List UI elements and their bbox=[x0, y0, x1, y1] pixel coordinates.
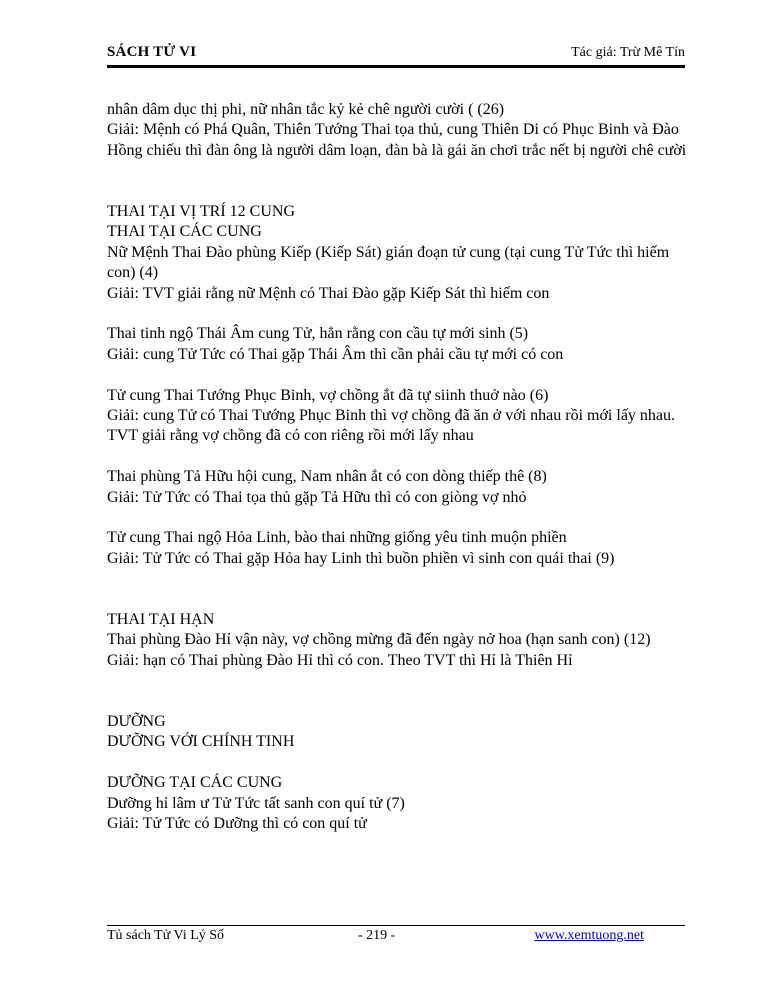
spacer bbox=[107, 508, 687, 528]
spacer bbox=[107, 447, 687, 467]
spacer bbox=[107, 569, 687, 610]
spacer bbox=[107, 671, 687, 712]
paragraph-explanation-5: Giải: cung Tử Tức có Thai gặp Thái Âm thì cần phải cầu tự mới có con bbox=[107, 345, 564, 363]
paragraph-verse-9: Tử cung Thai ngộ Hỏa Linh, bào thai những giống yêu tinh muộn phiền bbox=[107, 529, 567, 547]
spacer bbox=[107, 753, 687, 773]
paragraph-explanation-4: Giải: TVT giải rằng nữ Mệnh có Thai Đào gặp Kiếp Sát thì hiếm con bbox=[107, 284, 550, 302]
page-number: - 219 - bbox=[358, 928, 396, 943]
subsection-heading: THAI TẠI CÁC CUNG bbox=[107, 223, 262, 241]
spacer bbox=[107, 365, 687, 385]
subsection-heading: DƯỠNG TẠI CÁC CUNG bbox=[107, 774, 283, 792]
paragraph-explanation-26: Giải: Mệnh có Phá Quân, Thiên Tướng Thai tọa thủ, cung Thiên Di có Phục Binh và Đào Hồng chiếu thì đàn ông là người dâm loạn, đàn bà là gái ăn chơi trắc nết bị người chê cười bbox=[107, 121, 687, 159]
page-header bbox=[107, 44, 685, 64]
section-heading: DƯỠNG bbox=[107, 713, 166, 731]
series-name: Tủ sách Tử Vi Lý Số bbox=[107, 928, 225, 943]
section-heading: THAI TẠI VỊ TRÍ 12 CUNG bbox=[107, 203, 295, 221]
author-credit: Tác giả: Trừ Mê Tín bbox=[571, 45, 685, 60]
paragraph-explanation-7: Giải: Tử Tức có Dưỡng thì có con quí tử bbox=[107, 815, 367, 833]
page-footer bbox=[107, 928, 685, 946]
section-heading: THAI TẠI HẠN bbox=[107, 611, 215, 629]
header-divider bbox=[107, 65, 685, 68]
page-body bbox=[107, 100, 687, 835]
paragraph-verse-26: nhân dâm dục thị phi, nữ nhân tắc kỷ kẻ chê người cười ( (26) bbox=[107, 101, 505, 118]
paragraph-explanation-9: Giải: Tử Tức có Thai gặp Hỏa hay Linh thì buồn phiền vì sinh con quái thai (9) bbox=[107, 549, 615, 567]
subsection-heading: DƯỠNG VỚI CHÍNH TINH bbox=[107, 733, 295, 751]
paragraph-explanation-8: Giải: Tử Tức có Thai tọa thủ gặp Tả Hữu thì có con giòng vợ nhỏ bbox=[107, 488, 527, 506]
footer-divider bbox=[107, 925, 685, 926]
book-title: SÁCH TỬ VI bbox=[107, 44, 197, 60]
paragraph-explanation-6: Giải: cung Tử có Thai Tướng Phục Binh thì vợ chồng đã ăn ở với nhau rồi mới lấy nhau. TVT giải rằng vợ chồng đã có con riêng rồi mới lấy nhau bbox=[107, 407, 676, 445]
paragraph-verse-4: Nữ Mệnh Thai Đào phùng Kiếp (Kiếp Sát) gián đoạn tử cung (tại cung Tử Tức thì hiếm con) (4) bbox=[107, 243, 670, 282]
paragraph-verse-8: Thai phùng Tả Hữu hội cung, Nam nhân ắt có con dòng thiếp thê (8) bbox=[107, 468, 547, 486]
spacer bbox=[107, 161, 687, 202]
website-link[interactable]: www.xemtuong.net bbox=[534, 928, 644, 943]
paragraph-verse-12: Thai phùng Đào Hỉ vận này, vợ chồng mừng đã đến ngày nở hoa (hạn sanh con) (12) bbox=[107, 631, 651, 649]
paragraph-verse-5: Thai tinh ngộ Thái Âm cung Tử, hẳn rằng con cầu tự mới sinh (5) bbox=[107, 325, 529, 343]
spacer bbox=[107, 304, 687, 324]
paragraph-verse-6: Tử cung Thai Tướng Phục Binh, vợ chồng ắt đã tự siinh thuở nào (6) bbox=[107, 386, 549, 404]
paragraph-explanation-12: Giải: hạn có Thai phùng Đào Hỉ thì có con. Theo TVT thì Hỉ là Thiên Hỉ bbox=[107, 651, 573, 669]
paragraph-verse-7: Dưỡng hỉ lâm ư Tử Tức tất sanh con quí tử (7) bbox=[107, 794, 405, 812]
